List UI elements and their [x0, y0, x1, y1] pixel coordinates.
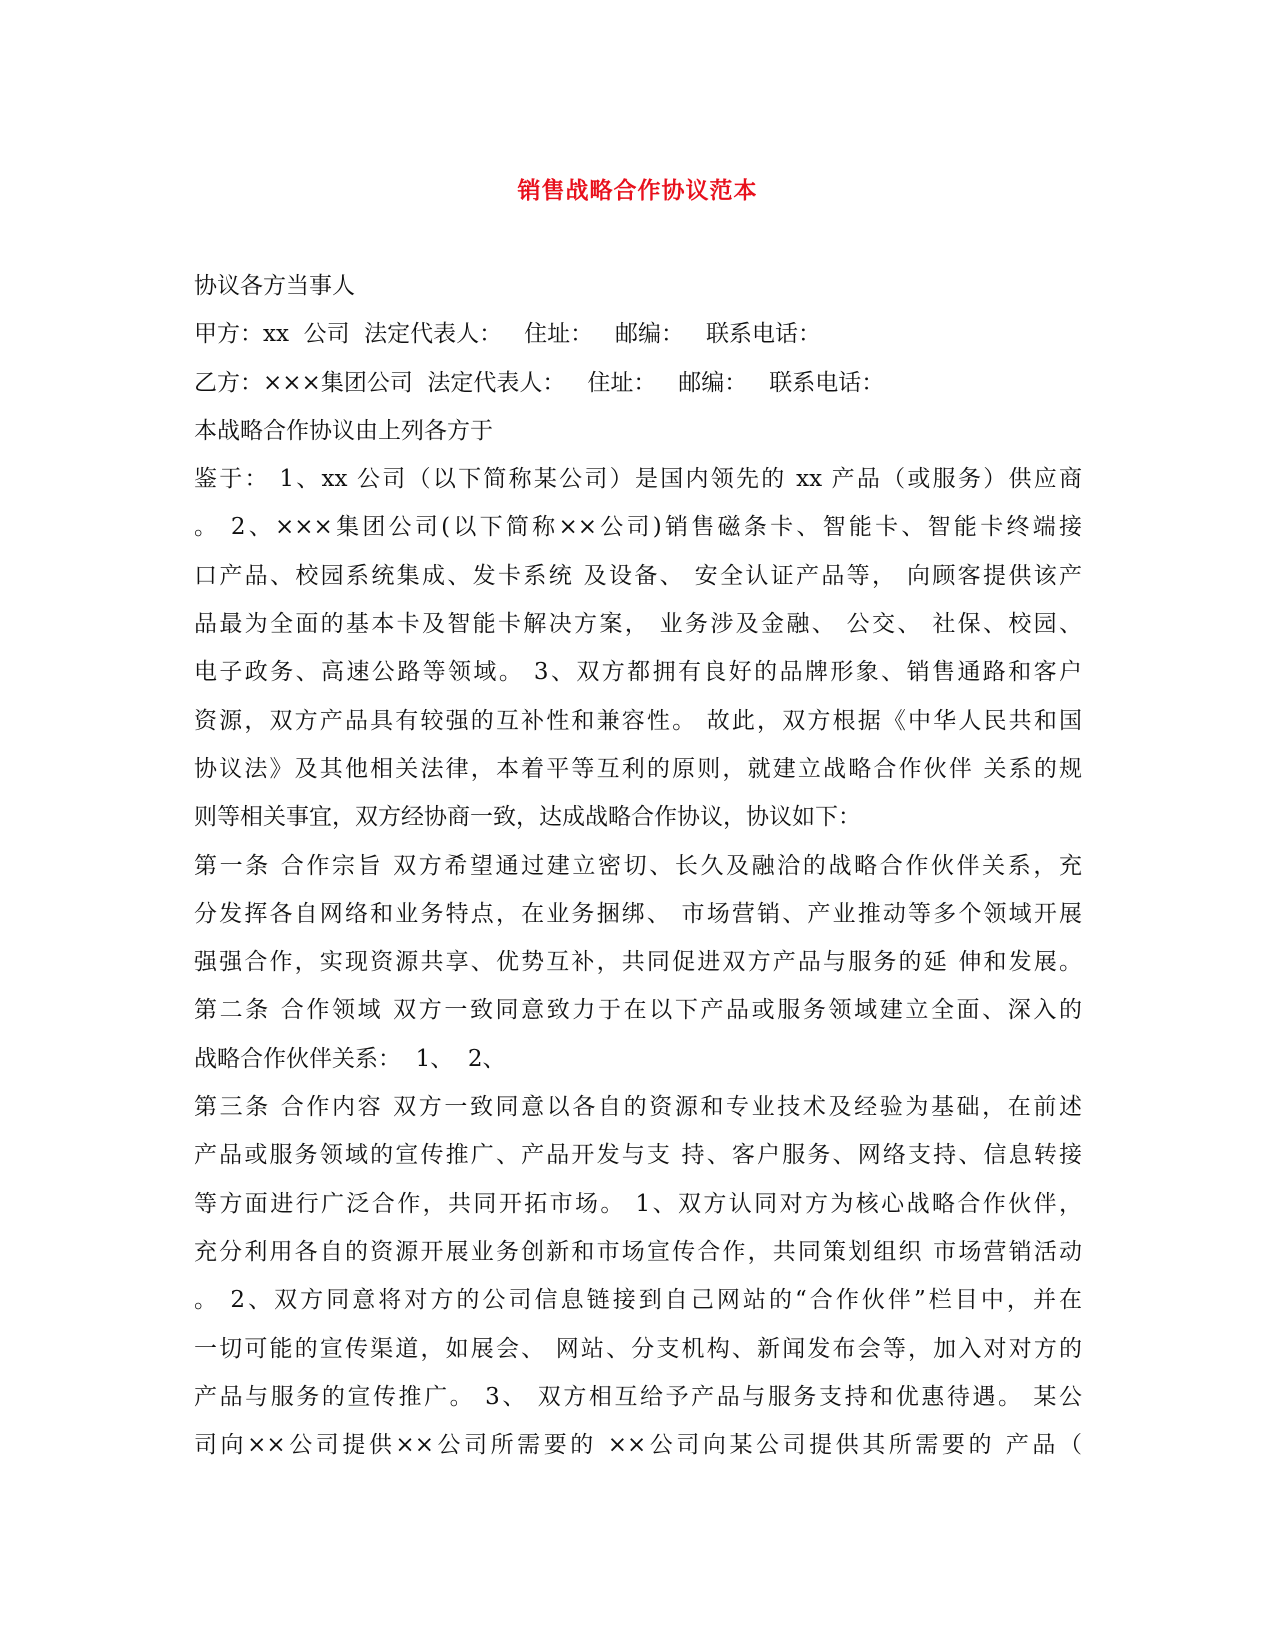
paragraph-line: 第一条 合作宗旨 双方希望通过建立密切、长久及融洽的战略合作伙伴关系，充 [194, 852, 1082, 879]
paragraph-line: 电子政务、高速公路等领域。 3、双方都拥有良好的品牌形象、销售通路和客户 [194, 659, 1082, 686]
paragraph-line: 品最为全面的基本卡及智能卡解决方案， 业务涉及金融、 公交、 社保、校园、 [194, 611, 1082, 638]
paragraph-line: 。 2、×××集团公司(以下简称××公司)销售磁条卡、智能卡、智能卡终端接 [194, 514, 1082, 541]
paragraph-line: 等方面进行广泛合作，共同开拓市场。 1、双方认同对方为核心战略合作伙伴， [194, 1190, 1082, 1217]
paragraph-line: 鉴于： 1、xx 公司（以下简称某公司）是国内领先的 xx 产品（或服务）供应商 [194, 466, 1082, 493]
paragraph-line: 战略合作伙伴关系： 1、 2、 [194, 1045, 506, 1072]
paragraph-line: 本战略合作协议由上列各方于 [194, 417, 493, 444]
paragraph-line: 一切可能的宣传渠道，如展会、 网站、分支机构、新闻发布会等，加入对对方的 [194, 1335, 1082, 1362]
paragraph-line: 产品或服务领域的宣传推广、产品开发与支 持、客户服务、网络支持、信息转接 [194, 1142, 1082, 1169]
paragraph-line: 资源，双方产品具有较强的互补性和兼容性。 故此，双方根据《中华人民共和国 [194, 707, 1082, 734]
paragraph-line: 第二条 合作领域 双方一致同意致力于在以下产品或服务领域建立全面、深入的 [194, 997, 1082, 1024]
document-body [194, 262, 1082, 1469]
paragraph-line: 甲方：xx 公司 法定代表人： 住址： 邮编： 联系电话： [194, 321, 821, 348]
paragraph-line: 强强合作，实现资源共享、优势互补，共同促进双方产品与服务的延 伸和发展。 [194, 949, 1082, 976]
paragraph-line: 司向××公司提供××公司所需要的 ××公司向某公司提供其所需要的 产品（ [194, 1432, 1082, 1459]
document-title: 销售战略合作协议范本 [517, 177, 758, 204]
paragraph-line: 协议各方当事人 [194, 273, 355, 299]
paragraph-line: 充分利用各自的资源开展业务创新和市场宣传合作，共同策划组织 市场营销活动 [194, 1238, 1082, 1265]
paragraph-line: 产品与服务的宣传推广。 3、 双方相互给予产品与服务支持和优惠待遇。 某公 [194, 1383, 1082, 1410]
paragraph-line: 分发挥各自网络和业务特点，在业务捆绑、 市场营销、产业推动等多个领域开展 [194, 900, 1082, 927]
paragraph-line: 。 2、双方同意将对方的公司信息链接到自己网站的“合作伙伴”栏目中，并在 [194, 1287, 1082, 1314]
paragraph-line: 口产品、校园系统集成、发卡系统 及设备、 安全认证产品等， 向顾客提供该产 [194, 562, 1082, 589]
paragraph-line: 乙方：×××集团公司 法定代表人： 住址： 邮编： 联系电话： [194, 369, 885, 396]
paragraph-line: 则等相关事宜，双方经协商一致，达成战略合作协议，协议如下： [194, 804, 861, 831]
paragraph-line: 第三条 合作内容 双方一致同意以各自的资源和专业技术及经验为基础，在前述 [194, 1094, 1082, 1121]
paragraph-line: 协议法》及其他相关法律，本着平等互利的原则，就建立战略合作伙伴 关系的规 [194, 755, 1082, 782]
